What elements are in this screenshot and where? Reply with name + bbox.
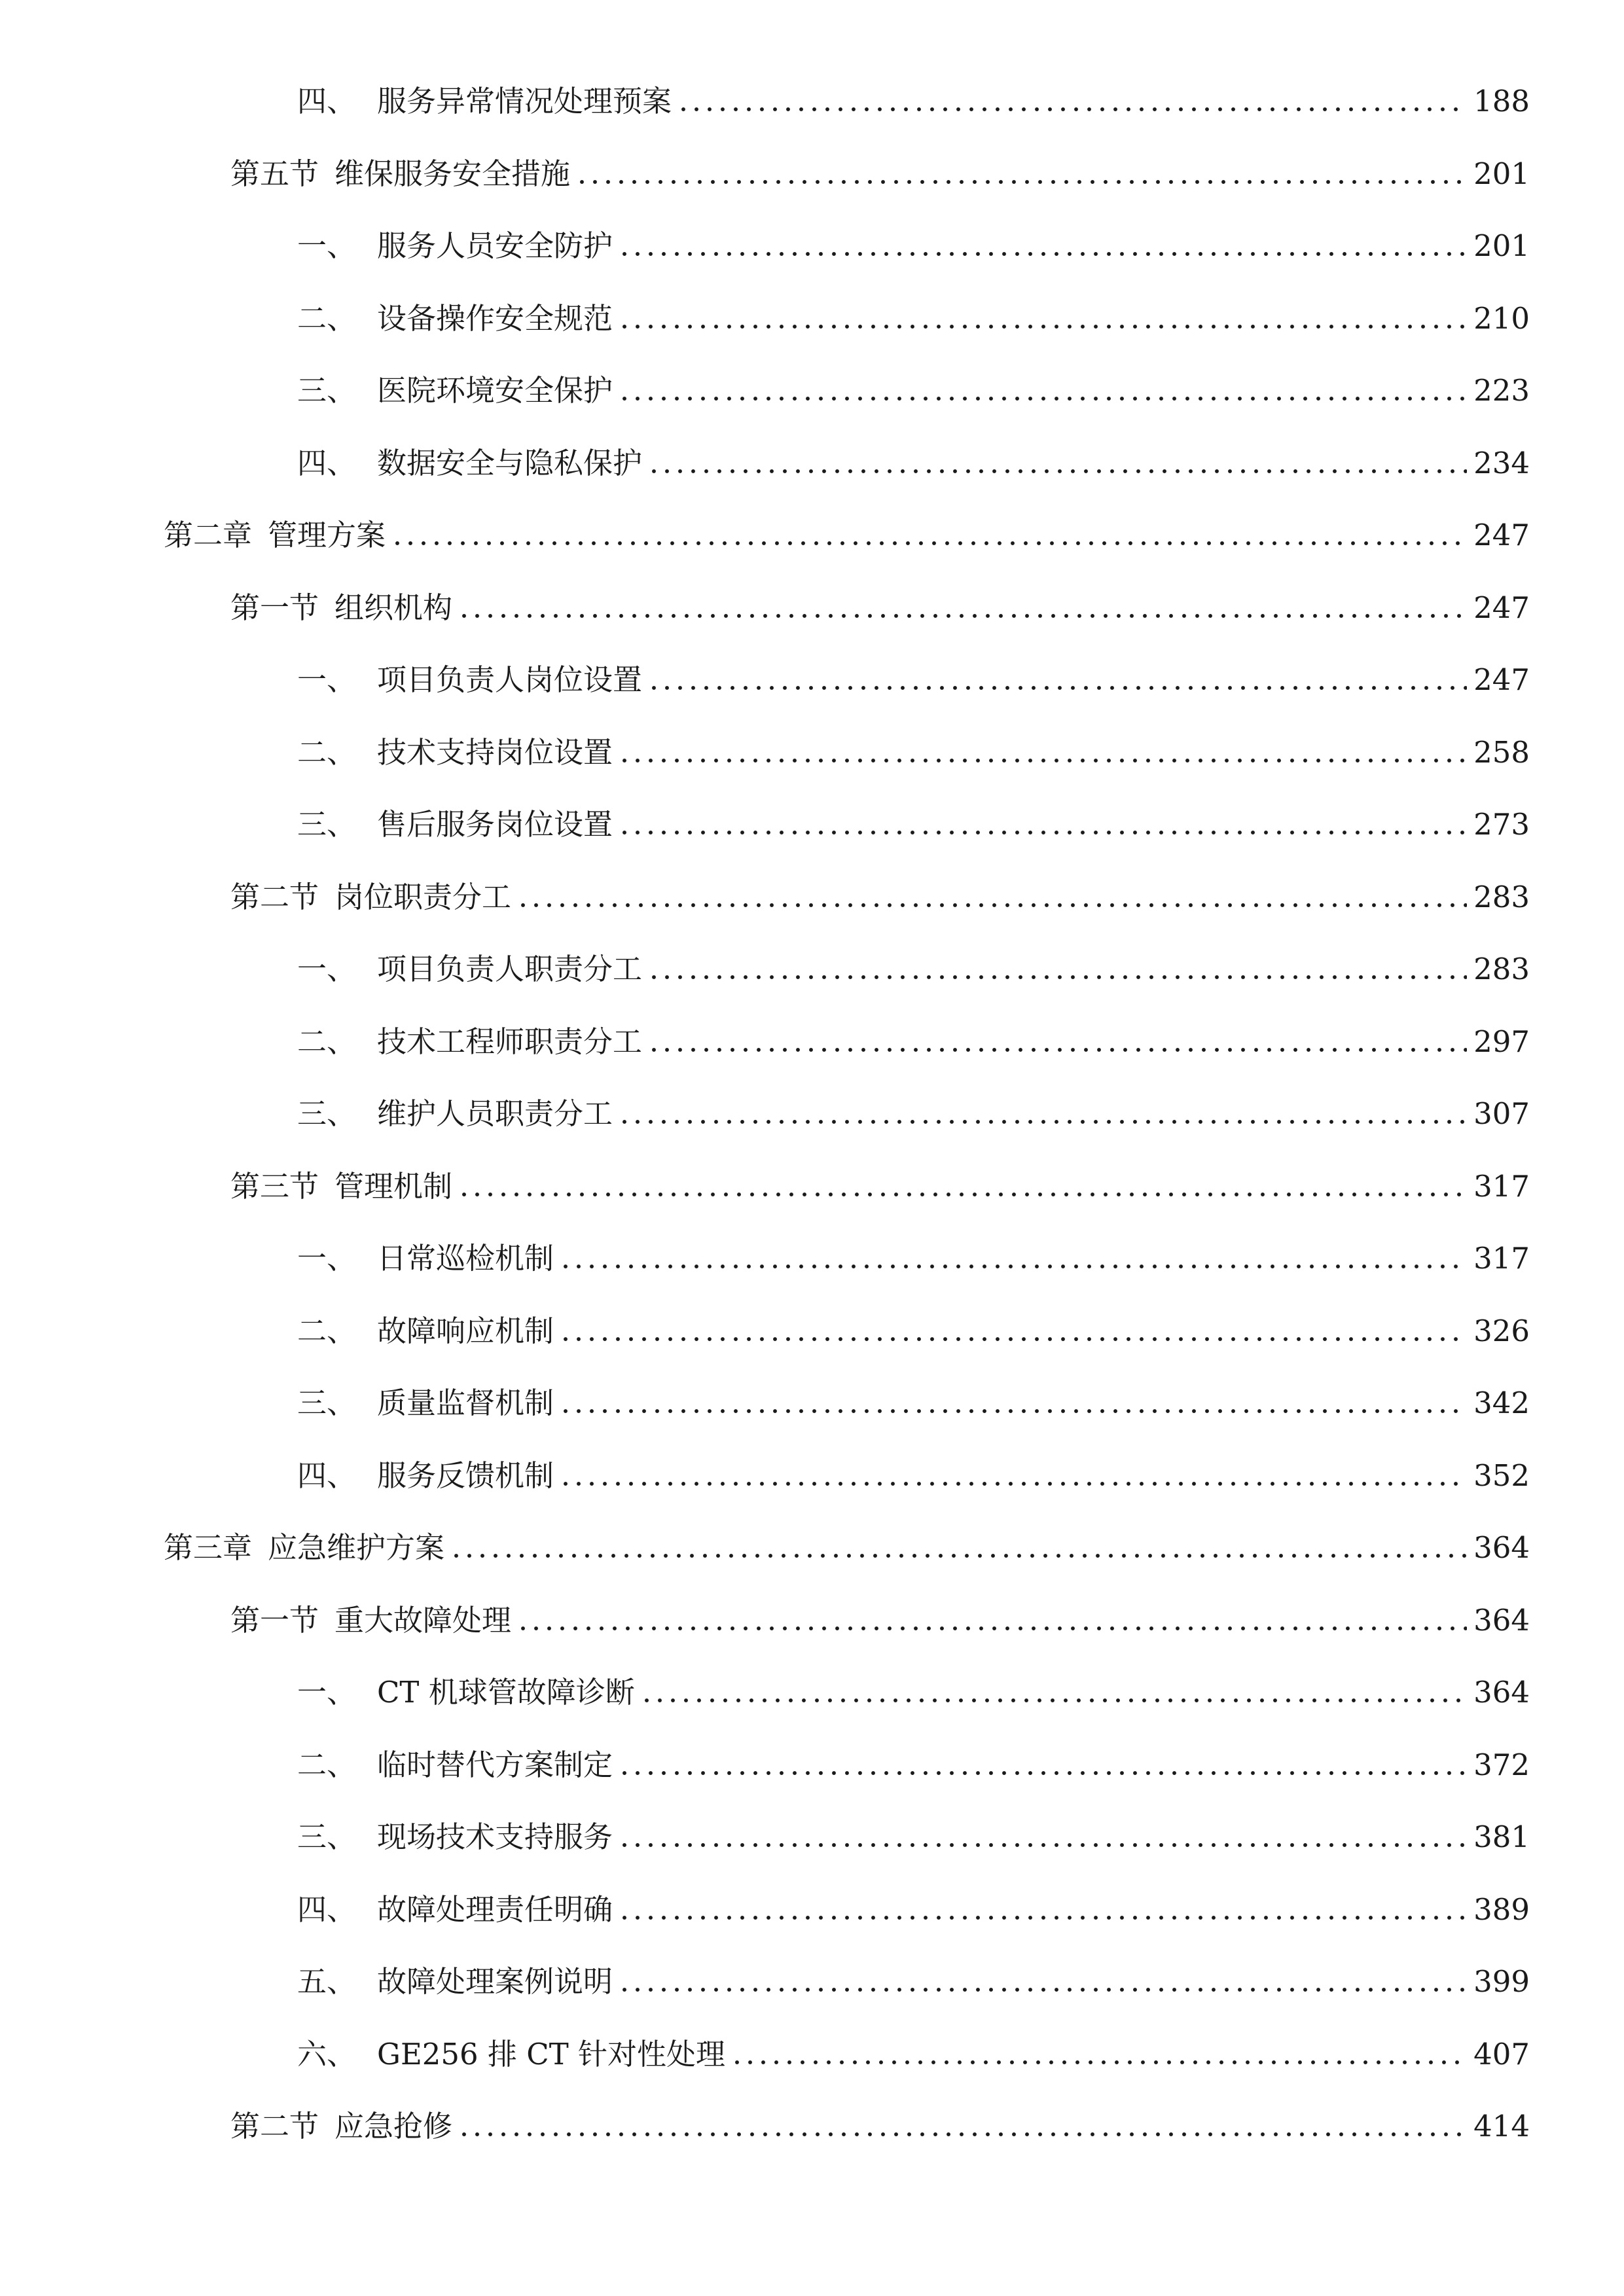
toc-entry-marker: 第五节 bbox=[230, 156, 319, 191]
toc-entry-item[interactable] bbox=[297, 1746, 1530, 1785]
dot-leader bbox=[618, 1120, 1467, 1124]
dot-leader bbox=[677, 107, 1467, 111]
toc-entry-marker: 二、 bbox=[297, 735, 357, 770]
toc-entry-section[interactable] bbox=[230, 154, 1530, 194]
toc-entry-page-number: 317 bbox=[1473, 1169, 1530, 1204]
toc-entry-section[interactable] bbox=[230, 1601, 1530, 1640]
toc-entry-page-number: 283 bbox=[1473, 952, 1530, 986]
toc-entry-title: 岗位职责分工 bbox=[334, 880, 512, 914]
dot-leader bbox=[458, 614, 1467, 618]
dot-leader bbox=[559, 1409, 1467, 1413]
dot-leader bbox=[516, 1626, 1467, 1630]
toc-entry-marker: 二、 bbox=[297, 1314, 357, 1348]
toc-entry-item[interactable] bbox=[297, 733, 1530, 772]
dot-leader bbox=[618, 252, 1467, 256]
toc-entry-page-number: 247 bbox=[1473, 590, 1530, 625]
dot-leader bbox=[516, 903, 1467, 907]
toc-entry-title: 应急抢修 bbox=[334, 2109, 453, 2144]
toc-entry-marker: 三、 bbox=[297, 1096, 357, 1131]
toc-entry-marker: 四、 bbox=[297, 1892, 357, 1927]
toc-entry-marker: 第一节 bbox=[230, 590, 319, 625]
toc-entry-page-number: 372 bbox=[1473, 1748, 1530, 1782]
dot-leader bbox=[450, 1554, 1467, 1558]
dot-leader bbox=[618, 831, 1467, 834]
toc-entry-title: 医院环境安全保护 bbox=[377, 373, 613, 408]
toc-entry-page-number: 307 bbox=[1473, 1096, 1530, 1131]
toc-entry-marker: 第二节 bbox=[230, 2109, 319, 2144]
dot-leader bbox=[647, 686, 1467, 690]
toc-entry-title: 现场技术支持服务 bbox=[377, 1820, 613, 1854]
toc-entry-title: 维保服务安全措施 bbox=[334, 156, 571, 191]
toc-entry-marker: 一、 bbox=[297, 1241, 357, 1276]
toc-entry-title: 维护人员职责分工 bbox=[377, 1096, 613, 1131]
toc-entry-marker: 三、 bbox=[297, 1386, 357, 1420]
toc-entry-marker: 第二章 bbox=[164, 518, 253, 552]
toc-entry-title: 临时替代方案制定 bbox=[377, 1748, 613, 1782]
toc-entry-title: 故障处理责任明确 bbox=[377, 1892, 613, 1927]
toc-entry-marker: 一、 bbox=[297, 1675, 357, 1710]
toc-entry-title: 项目负责人职责分工 bbox=[377, 952, 643, 986]
toc-entry-marker: 四、 bbox=[297, 446, 357, 480]
toc-entry-item[interactable] bbox=[297, 371, 1530, 410]
toc-entry-page-number: 234 bbox=[1473, 446, 1530, 480]
toc-entry-marker: 五、 bbox=[297, 1964, 357, 1999]
toc-entry-item[interactable] bbox=[297, 805, 1530, 844]
toc-entry-page-number: 247 bbox=[1473, 518, 1530, 552]
dot-leader bbox=[618, 1843, 1467, 1847]
toc-entry-marker: 四、 bbox=[297, 84, 357, 118]
toc-entry-item[interactable] bbox=[297, 1962, 1530, 2001]
dot-leader bbox=[559, 1337, 1467, 1341]
toc-entry-marker: 第一节 bbox=[230, 1603, 319, 1638]
toc-entry-item[interactable] bbox=[297, 1312, 1530, 1351]
toc-entry-title: 服务人员安全防护 bbox=[377, 228, 613, 263]
toc-entry-title: 故障处理案例说明 bbox=[377, 1964, 613, 1999]
dot-leader bbox=[559, 1482, 1467, 1486]
toc-entry-page-number: 188 bbox=[1473, 84, 1530, 118]
toc-entry-marker: 二、 bbox=[297, 1024, 357, 1059]
toc-entry-item[interactable] bbox=[297, 660, 1530, 700]
toc-entry-marker: 一、 bbox=[297, 228, 357, 263]
toc-entry-item[interactable] bbox=[297, 950, 1530, 989]
dot-leader bbox=[618, 1916, 1467, 1920]
dot-leader bbox=[575, 180, 1467, 184]
dot-leader bbox=[559, 1265, 1467, 1268]
toc-entry-page-number: 407 bbox=[1473, 2037, 1530, 2072]
toc-entry-marker: 第三节 bbox=[230, 1169, 319, 1204]
toc-entry-marker: 二、 bbox=[297, 301, 357, 336]
toc-entry-page-number: 364 bbox=[1473, 1675, 1530, 1710]
toc-entry-item[interactable] bbox=[297, 1818, 1530, 1857]
toc-entry-page-number: 247 bbox=[1473, 662, 1530, 697]
dot-leader bbox=[640, 1698, 1467, 1702]
toc-entry-marker: 三、 bbox=[297, 807, 357, 842]
toc-entry-title: 数据安全与隐私保护 bbox=[377, 446, 643, 480]
toc-entry-item[interactable] bbox=[297, 1239, 1530, 1278]
toc-entry-page-number: 364 bbox=[1473, 1530, 1530, 1565]
toc-entry-title: 日常巡检机制 bbox=[377, 1241, 554, 1276]
toc-entry-page-number: 283 bbox=[1473, 880, 1530, 914]
toc-entry-marker: 四、 bbox=[297, 1458, 357, 1493]
dot-leader bbox=[458, 1193, 1467, 1196]
toc-entry-title: 技术工程师职责分工 bbox=[377, 1024, 643, 1059]
dot-leader bbox=[618, 759, 1467, 762]
toc-entry-page-number: 317 bbox=[1473, 1241, 1530, 1276]
toc-entry-marker: 一、 bbox=[297, 662, 357, 697]
toc-entry-item[interactable] bbox=[297, 82, 1530, 121]
toc-entry-item[interactable] bbox=[297, 299, 1530, 338]
toc-entry-page-number: 414 bbox=[1473, 2109, 1530, 2144]
toc-entry-page-number: 381 bbox=[1473, 1820, 1530, 1854]
toc-entry-title: 设备操作安全规范 bbox=[377, 301, 613, 336]
toc-entry-section[interactable] bbox=[230, 588, 1530, 628]
dot-leader bbox=[618, 1771, 1467, 1775]
toc-entry-section[interactable] bbox=[230, 2107, 1530, 2146]
toc-entry-title: GE256 排 CT 针对性处理 bbox=[377, 2037, 726, 2072]
dot-leader bbox=[647, 1048, 1467, 1052]
toc-entry-title: 服务异常情况处理预案 bbox=[377, 84, 672, 118]
toc-entry-chapter[interactable] bbox=[164, 516, 1530, 555]
toc-entry-title: 质量监督机制 bbox=[377, 1386, 554, 1420]
dot-leader bbox=[458, 2132, 1467, 2136]
dot-leader bbox=[618, 1988, 1467, 1992]
toc-entry-item[interactable] bbox=[297, 1456, 1530, 1496]
toc-entry-item[interactable] bbox=[297, 2035, 1530, 2074]
toc-entry-section[interactable] bbox=[230, 878, 1530, 917]
toc-entry-page-number: 399 bbox=[1473, 1964, 1530, 1999]
toc-entry-page-number: 201 bbox=[1473, 228, 1530, 263]
toc-entry-item[interactable] bbox=[297, 444, 1530, 483]
toc-entry-page-number: 297 bbox=[1473, 1024, 1530, 1059]
toc-entry-page-number: 258 bbox=[1473, 735, 1530, 770]
toc-entry-page-number: 201 bbox=[1473, 156, 1530, 191]
toc-entry-page-number: 210 bbox=[1473, 301, 1530, 336]
toc-entry-item[interactable] bbox=[297, 1673, 1530, 1712]
toc-entry-page-number: 352 bbox=[1473, 1458, 1530, 1493]
toc-entry-page-number: 326 bbox=[1473, 1314, 1530, 1348]
dot-leader bbox=[731, 2060, 1467, 2064]
toc-entry-page-number: 342 bbox=[1473, 1386, 1530, 1420]
dot-leader bbox=[618, 397, 1467, 401]
toc-entry-item[interactable] bbox=[297, 1890, 1530, 1929]
dot-leader bbox=[391, 541, 1467, 545]
dot-leader bbox=[647, 469, 1467, 473]
toc-entry-marker: 二、 bbox=[297, 1748, 357, 1782]
toc-entry-marker: 三、 bbox=[297, 373, 357, 408]
toc-entry-title: 组织机构 bbox=[334, 590, 453, 625]
toc-entry-item[interactable] bbox=[297, 1384, 1530, 1423]
toc-entry-title: 技术支持岗位设置 bbox=[377, 735, 613, 770]
toc-entry-title: 重大故障处理 bbox=[334, 1603, 512, 1638]
dot-leader bbox=[647, 975, 1467, 979]
toc-entry-title: 故障响应机制 bbox=[377, 1314, 554, 1348]
toc-entry-title: 项目负责人岗位设置 bbox=[377, 662, 643, 697]
dot-leader bbox=[618, 325, 1467, 329]
toc-entry-title: CT 机球管故障诊断 bbox=[377, 1675, 635, 1710]
toc-entry-page-number: 389 bbox=[1473, 1892, 1530, 1927]
toc-entry-marker: 第二节 bbox=[230, 880, 319, 914]
toc-entry-page-number: 273 bbox=[1473, 807, 1530, 842]
toc-entry-page-number: 223 bbox=[1473, 373, 1530, 408]
toc-entry-page-number: 364 bbox=[1473, 1603, 1530, 1638]
toc-entry-marker: 第三章 bbox=[164, 1530, 253, 1565]
toc-entry-marker: 一、 bbox=[297, 952, 357, 986]
toc-entry-title: 售后服务岗位设置 bbox=[377, 807, 613, 842]
toc-entry-section[interactable] bbox=[230, 1167, 1530, 1206]
toc-entry-chapter[interactable] bbox=[164, 1528, 1530, 1568]
toc-entry-title: 应急维护方案 bbox=[268, 1530, 445, 1565]
toc-entry-marker: 六、 bbox=[297, 2037, 357, 2072]
toc-entry-item[interactable] bbox=[297, 226, 1530, 266]
toc-entry-title: 管理机制 bbox=[334, 1169, 453, 1204]
toc-entry-marker: 三、 bbox=[297, 1820, 357, 1854]
toc-entry-item[interactable] bbox=[297, 1094, 1530, 1134]
toc-entry-item[interactable] bbox=[297, 1022, 1530, 1062]
toc-entry-title: 管理方案 bbox=[268, 518, 386, 552]
toc-entry-title: 服务反馈机制 bbox=[377, 1458, 554, 1493]
